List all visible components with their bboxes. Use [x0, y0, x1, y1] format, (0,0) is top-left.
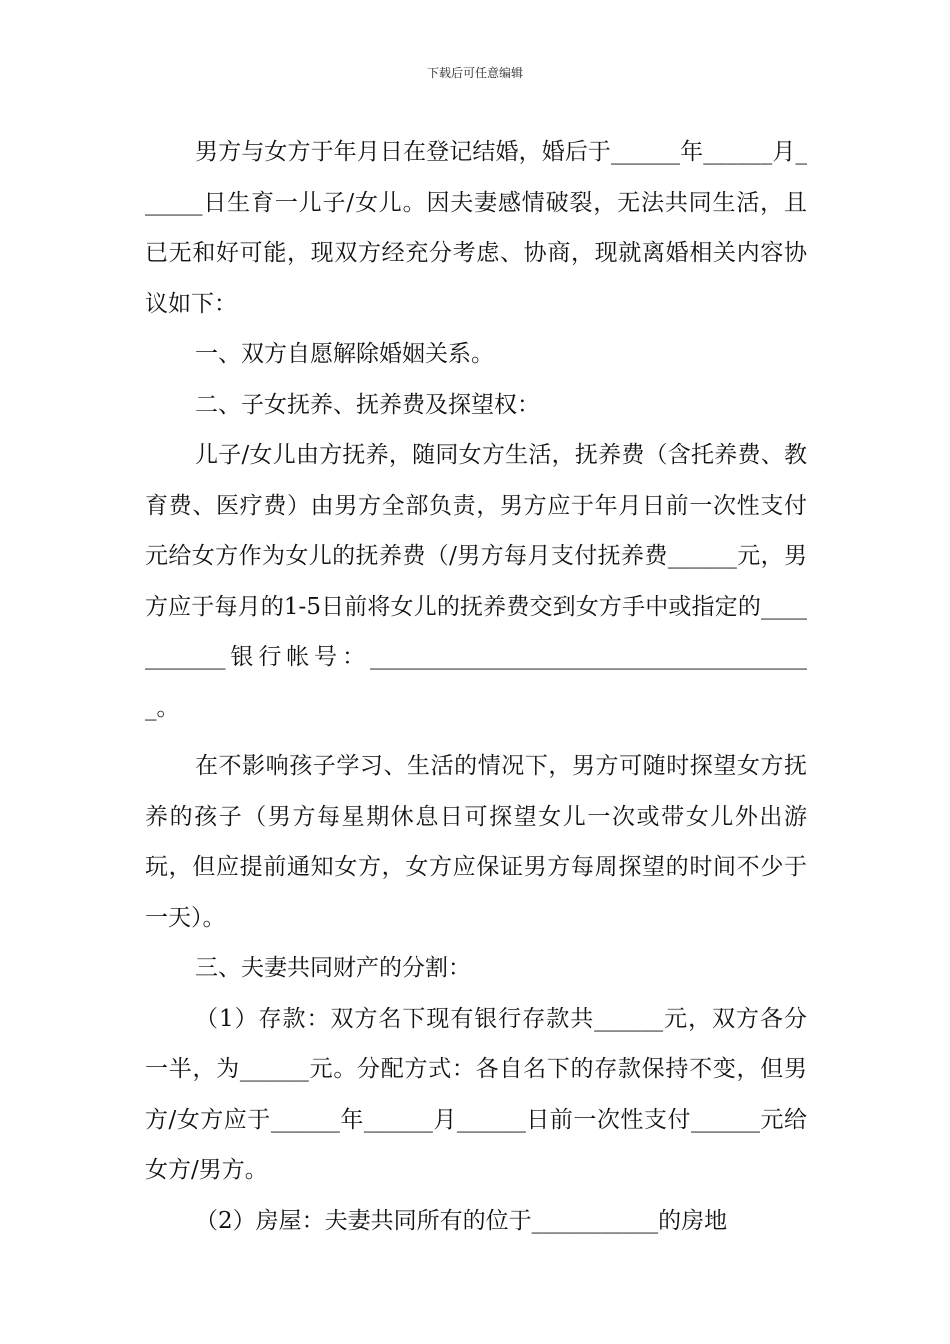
paragraph-clause-three-heading: 三、夫妻共同财产的分割：	[195, 955, 471, 981]
paragraph-intro: 男方与女方于年月日在登记结婚，婚后于______年______月______日生育一儿子/女儿。因夫妻感情破裂，无法共同生活，且已无和好可能，现双方经充分考虑、协商，现就离婚相关内容协议如下：	[145, 139, 807, 317]
paragraph-visitation: 在不影响孩子学习、生活的情况下，男方可随时探望女方抚养的孩子（男方每星期休息日可探望女儿一次或带女儿外出游玩，但应提前通知女方，女方应保证男方每周探望的时间不少于一天）。	[145, 753, 807, 931]
paragraph-deposits: （1）存款：双方名下现有银行存款共______元，双方各分一半，为______元。分配方式：各自名下的存款保持不变，但男方/女方应于______年______月______日前一次性支付______元给女方/男方。	[145, 1005, 807, 1183]
paragraph-child-support: 儿子/女儿由方抚养，随同女方生活，抚养费（含托养费、教育费、医疗费）由男方全部负责，男方应于年月日前一次性支付元给女方作为女儿的抚养费（/男方每月支付抚养费______元，男方应于每月的1-5日前将女儿的抚养费交到女方手中或指定的___________银行帐号：_______________________________________。	[145, 442, 807, 721]
paragraph-clause-two-heading: 二、子女抚养、抚养费及探望权：	[195, 391, 540, 418]
paragraph-house: （2）房屋：夫妻共同所有的位于___________的房地	[195, 1207, 728, 1234]
page-header: 下载后可任意编辑	[426, 66, 523, 80]
document-body	[145, 127, 807, 1246]
paragraph-clause-one: 一、双方自愿解除婚姻关系。	[195, 341, 494, 367]
